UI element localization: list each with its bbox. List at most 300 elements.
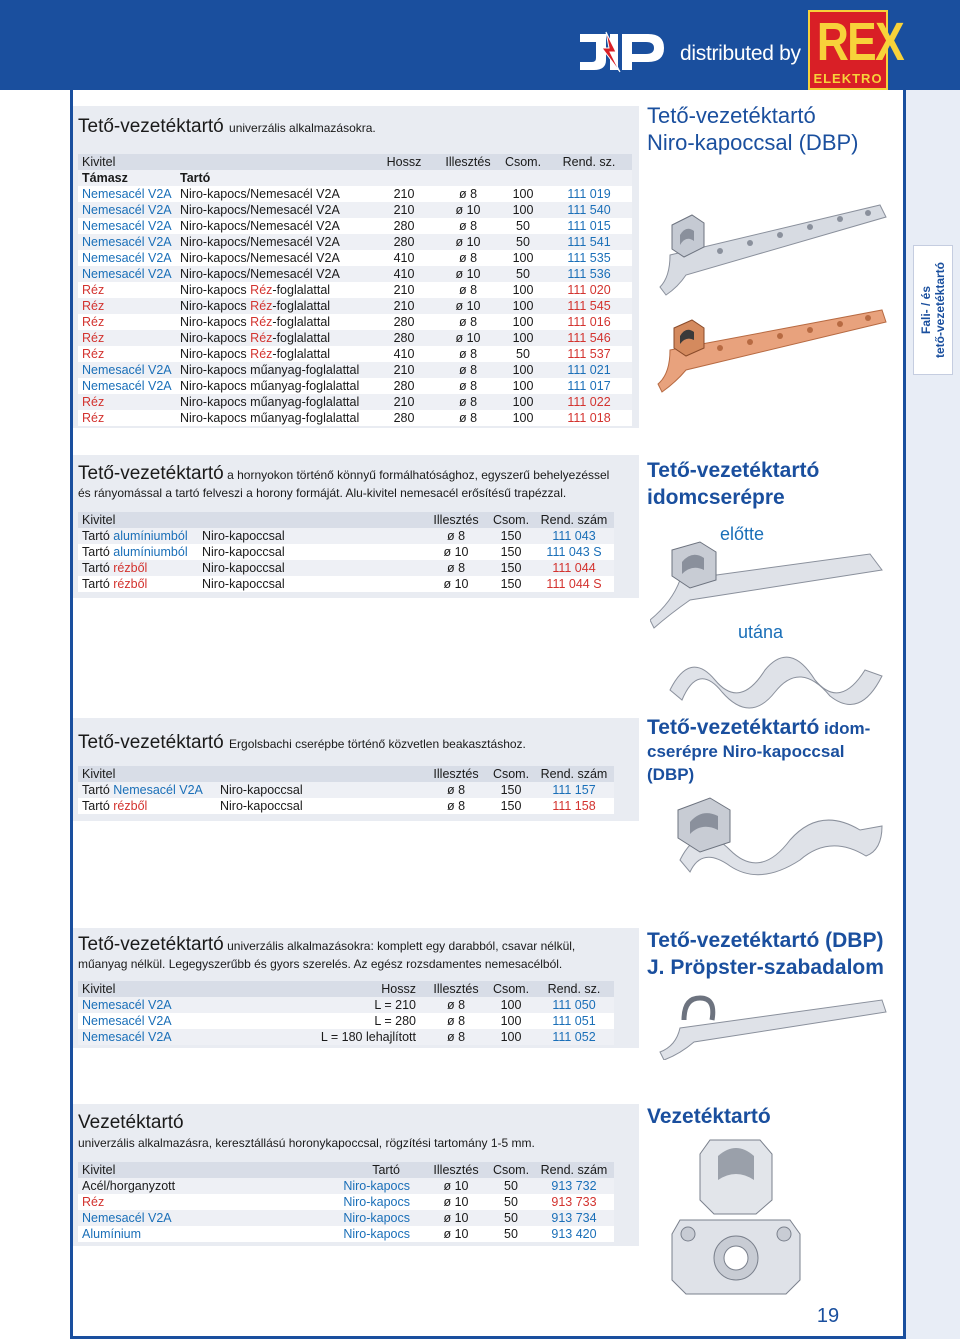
col-header: Csom. [500,154,546,170]
table-cell: ø 8 [436,362,500,378]
cell-text: Niro-kapocs/Nemesacél V2A [180,219,340,233]
table-row [78,346,632,362]
table-cell: 111 535 [546,250,632,266]
cell-text: Tartó [82,561,114,575]
table-row [78,1029,614,1045]
table-cell: 111 541 [546,234,632,250]
table-cell: 100 [500,362,546,378]
table-row [78,314,632,330]
side-title-section2 [647,457,819,511]
col-header: Rend. szám [534,766,614,782]
side-title-line: J. Pröpster-szabadalom [647,956,884,979]
side-title-line: Tető-vezetéktartó [647,459,820,482]
table-cell [78,560,198,576]
propster-holder-illustration [650,990,890,1060]
table-cell: 100 [500,378,546,394]
table-row [78,330,632,346]
col-header: Hossz [372,154,436,170]
cell-text: Niro-kapocs/Nemesacél V2A [180,187,340,201]
side-tab-line2: tető-vezetéktartó [933,261,947,359]
table-row [78,410,632,426]
section-title [78,116,634,138]
table-cell: ø 10 [424,576,488,592]
table-cell: 100 [500,314,546,330]
side-title-section3 [647,716,870,786]
table-cell: 50 [488,1210,534,1226]
col-header: Illesztés [436,154,500,170]
table-cell: ø 10 [424,1178,488,1194]
table-cell: 111 016 [546,314,632,330]
table-cell: 111 015 [546,218,632,234]
table-cell: ø 10 [424,1226,488,1242]
table-cell: ø 8 [436,282,500,298]
table-header-row [78,1162,614,1178]
table-cell: Réz [78,314,176,330]
cell-text: Niro-kapocs [180,315,251,329]
table-row [78,362,632,378]
table-cell: 150 [488,576,534,592]
col-header: Csom. [488,512,534,528]
table-cell: 111 044 S [534,576,614,592]
table-cell: Réz [78,410,176,426]
table-cell: Réz [78,346,176,362]
cell-text: Niro-kapocs/Nemesacél V2A [180,267,340,281]
table-cell: 280 [372,330,436,346]
table-cell: 111 019 [546,186,632,202]
cell-text: Réz [250,315,273,329]
table-cell: 280 [372,218,436,234]
cell-text: Réz [250,283,273,297]
col-header: Rend. szám [534,512,614,528]
cell-text: Niro-kapocs műanyag-foglalattal [180,379,360,393]
cell-text: Réz [250,347,273,361]
table-cell: 210 [372,282,436,298]
table-cell: 111 021 [546,362,632,378]
table-cell: 111 545 [546,298,632,314]
cell-text: Nemesacél V2A [113,783,203,797]
table-cell [78,528,198,544]
table-cell: 150 [488,798,534,814]
side-title-line: Tető-vezetéktartó [647,103,816,128]
cell-text: Niro-kapocs [180,331,251,345]
table-cell: 50 [488,1194,534,1210]
cell-text: Niro-kapocs [180,347,251,361]
subheader-cell: Tartó [176,170,372,186]
table-cell: 913 420 [534,1226,614,1242]
table-row [78,1013,614,1029]
section-roof-holder-universal [73,106,639,428]
table-row [78,298,632,314]
product-table [78,1162,614,1242]
table-cell: ø 8 [436,346,500,362]
table-cell: 111 017 [546,378,632,394]
table-cell: 100 [500,202,546,218]
col-header: Kivitel [78,766,424,782]
jp-logo-icon [576,30,668,74]
table-cell: ø 10 [424,1194,488,1210]
table-row [78,1194,614,1210]
page-number: 19 [816,1305,840,1327]
roof-holder-copper-illustration [650,300,890,395]
table-cell: Niro-kapoccsal [198,544,424,560]
table-cell: Réz [78,298,176,314]
cell-text: Tartó [82,577,114,591]
table-cell: ø 8 [424,1013,488,1029]
table-cell: 100 [500,282,546,298]
cell-text: rézből [113,577,148,591]
table-cell [176,330,372,346]
table-row [78,186,632,202]
table-cell: ø 10 [436,266,500,282]
table-cell: Nemesacél V2A [78,266,176,282]
table-cell: 111 546 [546,330,632,346]
col-header: Kivitel [78,981,218,997]
section-title-main: Tető-vezetéktartó [78,732,224,753]
section-roof-holder-pröpster [73,928,639,1048]
table-cell: 111 540 [546,202,632,218]
table-cell [176,186,372,202]
section-desc-line2: és rányomással a tartó felveszi a horony formáját. Alu-kivitel nemesacél erősítésű trapézzal. [78,486,567,500]
cell-text: Niro-kapocs [180,283,251,297]
table-cell: 210 [372,298,436,314]
table-cell: L = 210 [218,997,424,1013]
label-before: előtte [720,524,765,544]
table-cell [78,782,216,798]
table-cell: Niro-kapocs [216,1226,424,1242]
table-cell [176,282,372,298]
table-cell: 100 [500,394,546,410]
table-cell: Nemesacél V2A [78,1029,218,1045]
table-cell: 280 [372,378,436,394]
table-cell: ø 8 [424,782,488,798]
table-cell: 50 [500,346,546,362]
col-header: Kivitel [78,512,424,528]
table-cell: 111 044 [534,560,614,576]
cell-text: Niro-kapocs/Nemesacél V2A [180,251,340,265]
table-cell: 913 734 [534,1210,614,1226]
cell-text: -foglalattal [272,347,331,361]
table-cell [176,202,372,218]
table-cell: 100 [500,410,546,426]
ergolsbach-holder-illustration [660,790,890,880]
cell-text: rézből [113,561,148,575]
frame-line-right [903,90,906,1339]
table-cell: 111 051 [534,1013,614,1029]
table-cell: ø 8 [436,250,500,266]
col-header: Tartó [216,1162,424,1178]
table-row [78,560,614,576]
section-desc-line2: műanyag nélkül. Legegyszerűbb és gyors szerelés. Az egész rozsdamentes nemesacélból. [78,957,563,971]
side-title-section4 [647,927,884,981]
table-cell: Réz [78,1194,216,1210]
table-cell: ø 8 [436,314,500,330]
table-cell: 100 [488,997,534,1013]
table-cell: Nemesacél V2A [78,186,176,202]
table-cell: ø 10 [424,544,488,560]
table-cell: 111 537 [546,346,632,362]
product-table [78,154,632,426]
table-subheader-row [78,170,632,186]
table-cell: ø 8 [424,1029,488,1045]
table-cell [176,410,372,426]
table-cell: Nemesacél V2A [78,378,176,394]
section-roof-holder-tile [73,455,639,598]
table-row [78,576,614,592]
header-bar [0,0,960,90]
col-header: Kivitel [78,1162,216,1178]
table-cell: ø 8 [436,394,500,410]
table-cell: 210 [372,394,436,410]
cell-text: Réz [250,299,273,313]
table-cell: 280 [372,314,436,330]
table-cell: 100 [488,1029,534,1045]
table-cell: 210 [372,362,436,378]
table-cell: 150 [488,528,534,544]
table-header-row [78,766,614,782]
subheader-cell: Támasz [78,170,176,186]
side-title-line: idomcserépre [647,486,785,509]
table-cell: 410 [372,346,436,362]
cell-text: Niro-kapocs/Nemesacél V2A [180,203,340,217]
wire-holder-illustration [660,1130,810,1300]
rex-elektro-logo [808,10,903,90]
section-title-main: Vezetéktartó [78,1112,184,1133]
table-cell: Nemesacél V2A [78,362,176,378]
side-title-line: (DBP) [647,765,695,784]
table-cell: 50 [488,1178,534,1194]
table-cell: Nemesacél V2A [78,997,218,1013]
section-title-sub: Ergolsbachi cserépbe történő közvetlen beakasztáshoz. [229,737,526,751]
cell-text: Tartó [82,529,114,543]
side-title-section5: Vezetéktartó [647,1105,771,1128]
section-title-main: Tető-vezetéktartó [78,463,224,484]
section-description [78,465,634,502]
cell-text: Niro-kapocs [180,299,251,313]
col-header: Illesztés [424,1162,488,1178]
table-cell [78,544,198,560]
table-cell: Niro-kapoccsal [216,782,424,798]
table-cell: L = 180 lehajlított [218,1029,424,1045]
table-cell: Alumínium [78,1226,216,1242]
table-cell: 410 [372,250,436,266]
table-cell: ø 10 [436,202,500,218]
table-cell: 50 [500,266,546,282]
table-cell [78,576,198,592]
table-cell: Niro-kapocs [216,1210,424,1226]
table-cell: Réz [78,330,176,346]
col-header: Csom. [488,1162,534,1178]
table-cell: ø 8 [436,218,500,234]
col-header: Csom. [488,981,534,997]
table-row [78,218,632,234]
table-cell: Nemesacél V2A [78,250,176,266]
table-cell: ø 8 [424,528,488,544]
table-cell: 410 [372,266,436,282]
col-header: Rend. sz. [546,154,632,170]
table-cell: 50 [500,234,546,250]
table-cell [176,234,372,250]
table-cell: ø 8 [436,186,500,202]
product-table [78,512,614,592]
section-desc-line1: a hornyokon történő könnyű formálhatósághoz, egyszerű behelyezéssel [227,468,610,482]
table-cell: 111 018 [546,410,632,426]
table-cell [78,798,216,814]
table-row [78,1178,614,1194]
table-cell: 111 536 [546,266,632,282]
table-cell: Niro-kapoccsal [216,798,424,814]
table-row [78,528,614,544]
cell-text: Tartó [82,545,114,559]
table-cell: 150 [488,782,534,798]
side-title-main: Tető-vezetéktartó [647,716,820,739]
cell-text: -foglalattal [272,299,331,313]
table-cell: 280 [372,234,436,250]
table-cell: ø 8 [436,410,500,426]
side-title-line: Tető-vezetéktartó (DBP) [647,929,884,952]
col-header: Csom. [488,766,534,782]
table-row [78,250,632,266]
table-cell [176,250,372,266]
cell-text: -foglalattal [272,315,331,329]
table-row [78,1210,614,1226]
table-cell: ø 8 [424,798,488,814]
section-desc-line1: univerzális alkalmazásokra: komplett egy darabból, csavar nélkül, [227,939,576,953]
table-cell [176,314,372,330]
table-cell: 111 022 [546,394,632,410]
cell-text: Niro-kapocs műanyag-foglalattal [180,363,360,377]
table-row [78,782,614,798]
cell-text: Tartó [82,799,114,813]
cell-text: Niro-kapocs/Nemesacél V2A [180,235,340,249]
section-description [78,936,634,973]
table-cell: 111 050 [534,997,614,1013]
table-cell: ø 10 [436,330,500,346]
roof-holder-steel-illustration [650,195,890,305]
cell-text: Réz [250,331,273,345]
cell-text: -foglalattal [272,331,331,345]
table-header-row [78,981,614,997]
table-cell: Niro-kapocs [216,1194,424,1210]
table-cell [176,346,372,362]
cell-text: -foglalattal [272,283,331,297]
elektro-logo-text: ELEKTRO [813,71,883,86]
table-cell: Réz [78,282,176,298]
table-cell: 111 158 [534,798,614,814]
table-cell: ø 8 [424,560,488,576]
table-row [78,1226,614,1242]
table-cell: 100 [500,298,546,314]
table-cell: Niro-kapocs [216,1178,424,1194]
rex-logo-text: REX [816,12,903,72]
table-row [78,378,632,394]
table-cell [176,378,372,394]
col-header: Illesztés [424,512,488,528]
table-row [78,798,614,814]
table-cell: 210 [372,202,436,218]
table-cell: 111 052 [534,1029,614,1045]
table-cell: 100 [500,250,546,266]
section-roof-holder-ergolsbach [73,718,639,821]
col-header: Rend. szám [534,1162,614,1178]
table-cell: ø 8 [424,997,488,1013]
table-cell: Nemesacél V2A [78,202,176,218]
table-cell: 280 [372,410,436,426]
table-cell: 111 043 [534,528,614,544]
table-cell: 111 157 [534,782,614,798]
table-row [78,234,632,250]
table-cell [176,362,372,378]
table-cell [176,266,372,282]
tile-holder-after-illustration [660,640,890,720]
side-title-section1 [647,102,859,156]
table-cell: Nemesacél V2A [78,218,176,234]
table-cell: 150 [488,560,534,576]
table-cell: 100 [488,1013,534,1029]
distributed-by-text: distributed by [680,42,801,65]
label-after: utána [738,622,784,642]
tile-holder-before-illustration [650,540,890,630]
section-description: univerzális alkalmazásra, keresztállású horonykapoccsal, rögzítési tartomány 1-5 mm. [78,1136,535,1150]
col-header: Kivitel [78,154,372,170]
section-title-main: Tető-vezetéktartó [78,116,224,137]
table-cell: 210 [372,186,436,202]
section-title-sub: univerzális alkalmazásokra. [229,121,376,135]
table-cell: Niro-kapoccsal [198,528,424,544]
side-title-line: cserépre Niro-kapoccsal [647,742,845,761]
product-table [78,766,614,814]
table-cell: L = 280 [218,1013,424,1029]
table-cell: 50 [500,218,546,234]
table-cell: ø 8 [436,378,500,394]
table-row [78,202,632,218]
table-row [78,544,614,560]
table-cell: 100 [500,186,546,202]
table-row [78,266,632,282]
table-cell: 111 043 S [534,544,614,560]
table-cell: ø 10 [424,1210,488,1226]
side-tab-label [913,245,953,375]
cell-text: Niro-kapocs műanyag-foglalattal [180,395,360,409]
table-cell: Nemesacél V2A [78,1210,216,1226]
table-cell: 50 [488,1226,534,1242]
side-title-sub: idom- [819,719,871,738]
table-cell: 111 020 [546,282,632,298]
table-cell: Niro-kapoccsal [198,576,424,592]
table-row [78,997,614,1013]
table-cell: Acél/horganyzott [78,1178,216,1194]
table-cell: 150 [488,544,534,560]
product-table [78,981,614,1045]
col-header: Rend. sz. [534,981,614,997]
col-header: Illesztés [424,766,488,782]
table-cell: Nemesacél V2A [78,1013,218,1029]
section-wire-holder [73,1104,639,1246]
cell-text: alumíniumból [113,529,188,543]
table-row [78,282,632,298]
table-header-row [78,512,614,528]
section-title [78,732,634,754]
cell-text: rézből [113,799,148,813]
table-cell: Niro-kapoccsal [198,560,424,576]
table-row [78,394,632,410]
table-cell: ø 10 [436,298,500,314]
side-title-line: Niro-kapoccsal (DBP) [647,130,859,155]
table-header-row [78,154,632,170]
table-cell [176,218,372,234]
cell-text: Tartó [82,783,114,797]
side-tab-line1: Fali- / és [919,285,933,335]
col-header: Illesztés [424,981,488,997]
